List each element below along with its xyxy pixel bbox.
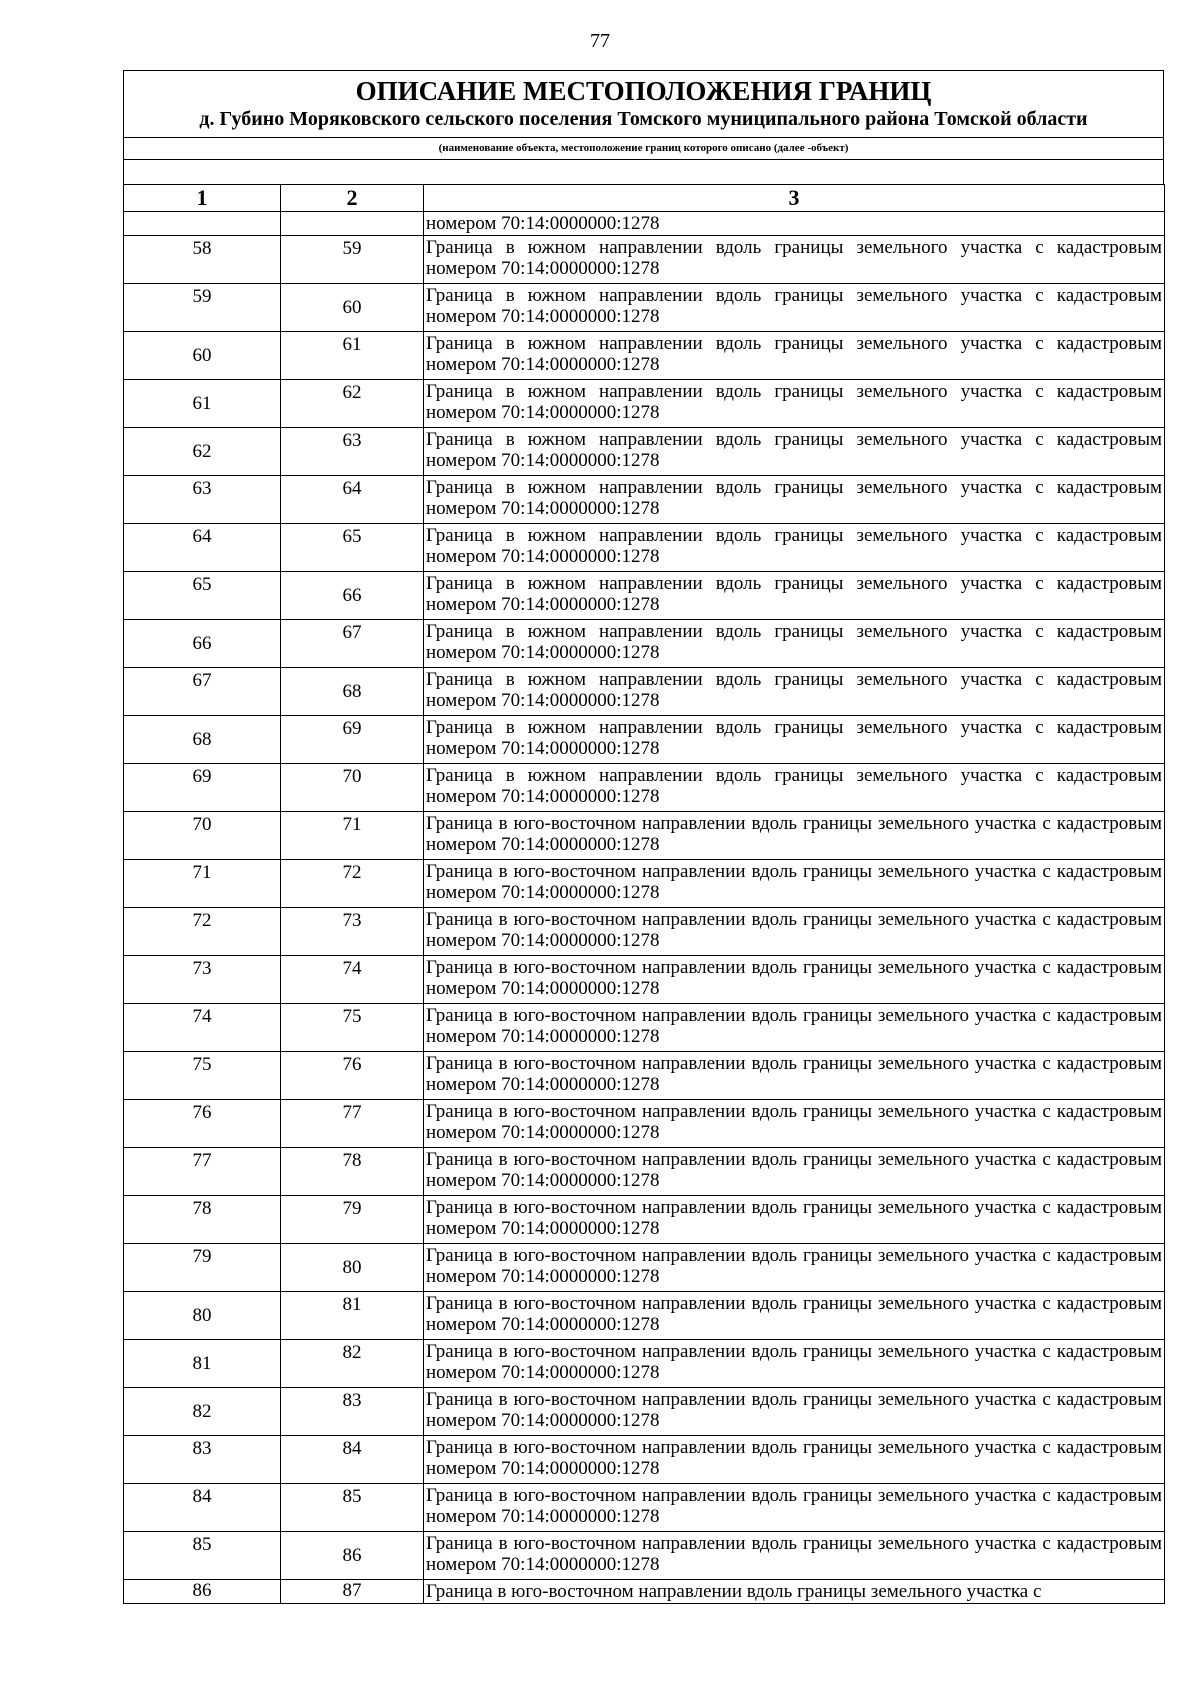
cell-to: 84 [281, 1436, 424, 1484]
cell-to: 61 [281, 332, 424, 380]
cell-from: 75 [124, 1052, 281, 1100]
cell-from [124, 212, 281, 236]
cell-description: Граница в южном направлении вдоль границы земельного участка с кадастровым номером 70:14:0000000:1278 [424, 524, 1165, 572]
cell-to: 69 [281, 716, 424, 764]
cell-description: Граница в южном направлении вдоль границы земельного участка с кадастровым номером 70:14:0000000:1278 [424, 284, 1165, 332]
cell-description: Граница в юго-восточном направлении вдоль границы земельного участка с кадастровым номером 70:14:0000000:1278 [424, 956, 1165, 1004]
cell-from: 70 [124, 812, 281, 860]
cell-description: Граница в юго-восточном направлении вдоль границы земельного участка с кадастровым номером 70:14:0000000:1278 [424, 1388, 1165, 1436]
cell-description: Граница в юго-восточном направлении вдоль границы земельного участка с кадастровым номером 70:14:0000000:1278 [424, 1052, 1165, 1100]
table-row [124, 620, 1165, 668]
cell-from: 68 [124, 716, 281, 764]
table-header-row [124, 185, 1165, 212]
cell-description: Граница в южном направлении вдоль границы земельного участка с кадастровым номером 70:14:0000000:1278 [424, 476, 1165, 524]
table-row [124, 1340, 1165, 1388]
cell-to: 66 [281, 572, 424, 620]
table-row [124, 476, 1165, 524]
cell-description: Граница в южном направлении вдоль границы земельного участка с кадастровым номером 70:14:0000000:1278 [424, 716, 1165, 764]
table-row [124, 284, 1165, 332]
header-spacer [123, 160, 1164, 184]
cell-description: Граница в юго-восточном направлении вдоль границы земельного участка с кадастровым номером 70:14:0000000:1278 [424, 1100, 1165, 1148]
cell-to: 81 [281, 1292, 424, 1340]
table-row [124, 668, 1165, 716]
cell-to: 75 [281, 1004, 424, 1052]
cell-description: Граница в южном направлении вдоль границы земельного участка с кадастровым номером 70:14:0000000:1278 [424, 620, 1165, 668]
cell-from: 59 [124, 284, 281, 332]
cell-description: Граница в южном направлении вдоль границы земельного участка с кадастровым номером 70:14:0000000:1278 [424, 668, 1165, 716]
cell-to: 62 [281, 380, 424, 428]
boundary-table [123, 184, 1165, 1604]
cell-to: 83 [281, 1388, 424, 1436]
cell-from: 65 [124, 572, 281, 620]
cell-to: 79 [281, 1196, 424, 1244]
table-row [124, 1484, 1165, 1532]
document-subtitle: д. Губино Моряковского сельского поселения Томского муниципального района Томской области [199, 108, 1088, 130]
cell-to: 85 [281, 1484, 424, 1532]
cell-description: Граница в южном направлении вдоль границы земельного участка с кадастровым номером 70:14:0000000:1278 [424, 572, 1165, 620]
cell-from: 69 [124, 764, 281, 812]
cell-from: 82 [124, 1388, 281, 1436]
cell-to: 80 [281, 1244, 424, 1292]
cell-description: Граница в южном направлении вдоль границы земельного участка с кадастровым номером 70:14:0000000:1278 [424, 764, 1165, 812]
cell-from: 79 [124, 1244, 281, 1292]
cell-from: 81 [124, 1340, 281, 1388]
cell-from: 85 [124, 1532, 281, 1580]
table-row [124, 1052, 1165, 1100]
table-row [124, 236, 1165, 284]
cell-description: Граница в юго-восточном направлении вдоль границы земельного участка с кадастровым номером 70:14:0000000:1278 [424, 1484, 1165, 1532]
table-row [124, 1292, 1165, 1340]
cell-to: 78 [281, 1148, 424, 1196]
cell-description: Граница в юго-восточном направлении вдоль границы земельного участка с кадастровым номером 70:14:0000000:1278 [424, 1436, 1165, 1484]
cell-from: 71 [124, 860, 281, 908]
table-row [124, 1532, 1165, 1580]
cell-description: Граница в южном направлении вдоль границы земельного участка с кадастровым номером 70:14:0000000:1278 [424, 428, 1165, 476]
column-header-2: 2 [281, 185, 424, 212]
table-row [124, 380, 1165, 428]
cell-description: Граница в юго-восточном направлении вдоль границы земельного участка с кадастровым номером 70:14:0000000:1278 [424, 812, 1165, 860]
cell-description: Граница в южном направлении вдоль границы земельного участка с кадастровым номером 70:14:0000000:1278 [424, 380, 1165, 428]
cell-description: Граница в южном направлении вдоль границы земельного участка с кадастровым номером 70:14:0000000:1278 [424, 332, 1165, 380]
cell-from: 63 [124, 476, 281, 524]
page-number: 77 [590, 30, 610, 52]
cell-description: Граница в юго-восточном направлении вдоль границы земельного участка с [424, 1580, 1165, 1604]
table-row [124, 1244, 1165, 1292]
cell-to: 77 [281, 1100, 424, 1148]
cell-description: номером 70:14:0000000:1278 [424, 212, 1165, 236]
table-row [124, 1436, 1165, 1484]
cell-to: 86 [281, 1532, 424, 1580]
table-row [124, 716, 1165, 764]
cell-from: 80 [124, 1292, 281, 1340]
cell-from: 78 [124, 1196, 281, 1244]
cell-to: 74 [281, 956, 424, 1004]
continuation-row [124, 212, 1165, 236]
cell-description: Граница в юго-восточном направлении вдоль границы земельного участка с кадастровым номером 70:14:0000000:1278 [424, 908, 1165, 956]
cell-to: 65 [281, 524, 424, 572]
table-row [124, 428, 1165, 476]
cell-to: 68 [281, 668, 424, 716]
column-header-3: 3 [424, 185, 1165, 212]
cell-to: 67 [281, 620, 424, 668]
table-row-last [124, 1580, 1165, 1604]
table-row [124, 1388, 1165, 1436]
cell-to: 63 [281, 428, 424, 476]
table-row [124, 812, 1165, 860]
table-row [124, 1100, 1165, 1148]
cell-to: 72 [281, 860, 424, 908]
cell-description: Граница в юго-восточном направлении вдоль границы земельного участка с кадастровым номером 70:14:0000000:1278 [424, 1292, 1165, 1340]
table-row [124, 1196, 1165, 1244]
cell-description: Граница в юго-восточном направлении вдоль границы земельного участка с кадастровым номером 70:14:0000000:1278 [424, 1244, 1165, 1292]
cell-from: 77 [124, 1148, 281, 1196]
cell-from: 72 [124, 908, 281, 956]
cell-from: 61 [124, 380, 281, 428]
cell-to: 82 [281, 1340, 424, 1388]
cell-from: 60 [124, 332, 281, 380]
cell-description: Граница в южном направлении вдоль границы земельного участка с кадастровым номером 70:14:0000000:1278 [424, 236, 1165, 284]
table-row [124, 332, 1165, 380]
cell-from: 58 [124, 236, 281, 284]
table-row [124, 764, 1165, 812]
document-note: (наименование объекта, местоположение границ которого описано (далее -объект) [124, 137, 1163, 160]
cell-description: Граница в юго-восточном направлении вдоль границы земельного участка с кадастровым номером 70:14:0000000:1278 [424, 860, 1165, 908]
cell-from: 83 [124, 1436, 281, 1484]
cell-to: 60 [281, 284, 424, 332]
cell-from: 66 [124, 620, 281, 668]
cell-from: 84 [124, 1484, 281, 1532]
table-row [124, 908, 1165, 956]
cell-to: 59 [281, 236, 424, 284]
cell-description: Граница в юго-восточном направлении вдоль границы земельного участка с кадастровым номером 70:14:0000000:1278 [424, 1340, 1165, 1388]
cell-from: 86 [124, 1580, 281, 1604]
boundary-description-document [123, 70, 1164, 1604]
table-row [124, 524, 1165, 572]
document-title: ОПИСАНИЕ МЕСТОПОЛОЖЕНИЯ ГРАНИЦ [355, 76, 932, 106]
cell-description: Граница в юго-восточном направлении вдоль границы земельного участка с кадастровым номером 70:14:0000000:1278 [424, 1148, 1165, 1196]
cell-from: 67 [124, 668, 281, 716]
document-header [123, 70, 1164, 160]
cell-description: Граница в юго-восточном направлении вдоль границы земельного участка с кадастровым номером 70:14:0000000:1278 [424, 1004, 1165, 1052]
table-row [124, 860, 1165, 908]
cell-to: 73 [281, 908, 424, 956]
cell-to: 64 [281, 476, 424, 524]
cell-to: 87 [281, 1580, 424, 1604]
cell-from: 62 [124, 428, 281, 476]
table-row [124, 1004, 1165, 1052]
cell-to: 70 [281, 764, 424, 812]
cell-description: Граница в юго-восточном направлении вдоль границы земельного участка с кадастровым номером 70:14:0000000:1278 [424, 1532, 1165, 1580]
cell-from: 74 [124, 1004, 281, 1052]
column-header-1: 1 [124, 185, 281, 212]
cell-to [281, 212, 424, 236]
table-row [124, 1148, 1165, 1196]
table-row [124, 956, 1165, 1004]
cell-from: 73 [124, 956, 281, 1004]
cell-description: Граница в юго-восточном направлении вдоль границы земельного участка с кадастровым номером 70:14:0000000:1278 [424, 1196, 1165, 1244]
cell-to: 71 [281, 812, 424, 860]
cell-from: 64 [124, 524, 281, 572]
cell-to: 76 [281, 1052, 424, 1100]
cell-from: 76 [124, 1100, 281, 1148]
table-row [124, 572, 1165, 620]
